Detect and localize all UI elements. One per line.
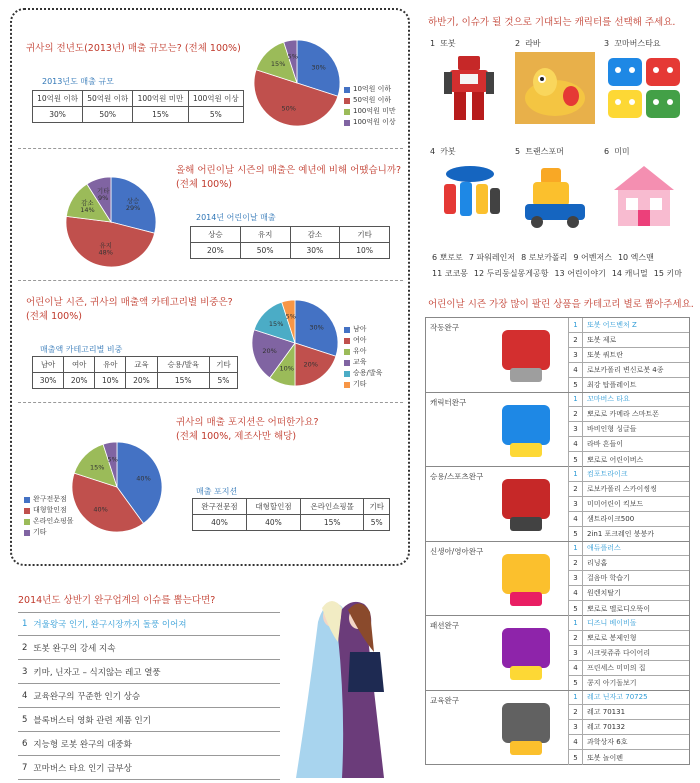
table-row xyxy=(33,107,244,123)
table-cell: 온라인쇼핑몰 xyxy=(300,499,363,515)
table-row xyxy=(33,357,238,373)
q4-table-caption: 매출 포지션 xyxy=(196,487,238,496)
section-divider xyxy=(18,148,403,149)
category-product-image xyxy=(484,544,568,614)
best-sellers-title: 어린이날 시즌 가장 많이 팔린 상품을 카테고리 별로 뽑아주세요. xyxy=(428,299,694,310)
rank-number: 4 xyxy=(569,735,583,749)
character-option[interactable]: 15 키마 xyxy=(653,269,682,278)
rank-number: 4 xyxy=(569,363,583,377)
q3-pie-chart xyxy=(250,298,340,388)
character-option[interactable]: 11 코코몽 xyxy=(432,269,468,278)
product-name: 원렌치탈기 xyxy=(587,589,621,598)
character-card-larva[interactable] xyxy=(515,38,595,127)
tayo-buses-image xyxy=(604,52,684,124)
character-card-tayo[interactable] xyxy=(604,38,684,127)
table-cell: 10% xyxy=(340,243,390,259)
category-ranking-list xyxy=(568,691,689,765)
issue-text: 겨울왕국 인기, 완구시장까지 돌풍 이어져 xyxy=(33,620,187,630)
product-name: 걸음마 학습기 xyxy=(587,574,630,583)
mimi-dollhouse-image xyxy=(604,160,684,232)
q1-table xyxy=(32,90,244,123)
issue-number: 6 xyxy=(22,738,28,749)
q3-table-caption: 매출액 카테고리별 비중 xyxy=(40,345,123,354)
issue-number: 7 xyxy=(22,762,28,773)
issue-text: 지능형 로봇 완구의 대중화 xyxy=(33,739,132,750)
q3-legend xyxy=(344,324,382,390)
list-item xyxy=(18,756,280,780)
list-item xyxy=(18,732,280,756)
character-option[interactable]: 14 캐니멀 xyxy=(611,269,648,278)
q2-table-caption: 2014년 어린이날 매출 xyxy=(196,213,276,222)
category-product-image xyxy=(484,320,568,390)
character-label: 3 꼬마버스타요 xyxy=(604,39,661,48)
characters-title: 하반기, 이슈가 될 것으로 기대되는 캐릭터를 선택해 주세요. xyxy=(428,17,676,28)
table-row xyxy=(568,676,689,691)
product-name: 뽀로로 어린이버스 xyxy=(587,455,644,464)
table-cell: 10% xyxy=(95,373,126,389)
table-cell: 15% xyxy=(157,373,209,389)
rank-number: 1 xyxy=(569,467,583,481)
legend-item: 온라인쇼핑몰 xyxy=(24,516,74,527)
pie-data-label: 30% xyxy=(311,63,326,72)
carbot-image xyxy=(430,160,510,232)
table-cell: 30% xyxy=(290,243,340,259)
pie-data-label: 30% xyxy=(309,323,324,332)
product-name: 프린세스 미미의 집 xyxy=(587,663,646,672)
more-characters-list xyxy=(432,250,692,282)
table-cell: 50% xyxy=(240,243,290,259)
product-name: 또봇 어드벤처 Z xyxy=(587,320,637,329)
character-card-carbot[interactable] xyxy=(430,146,510,235)
frozen-characters-image xyxy=(288,582,396,778)
table-row xyxy=(191,227,390,243)
table-cell: 5% xyxy=(364,515,390,531)
rank-number: 5 xyxy=(569,676,583,691)
product-name: 리닝홈 xyxy=(587,559,608,568)
table-cell: 5% xyxy=(209,373,237,389)
product-name: 디즈니 베이비돌 xyxy=(587,618,637,627)
character-card-mimi[interactable] xyxy=(604,146,684,235)
legend-item: 여아 xyxy=(344,335,382,346)
rank-number: 1 xyxy=(569,691,583,705)
tobot-robot-image xyxy=(430,52,510,124)
issue-number: 3 xyxy=(22,666,28,677)
legend-item: 100억원 이상 xyxy=(344,117,396,128)
category-product-image xyxy=(484,618,568,688)
table-cell: 5% xyxy=(188,107,243,123)
character-label: 2 라바 xyxy=(515,39,541,48)
category-ranking-list xyxy=(568,467,689,541)
character-option[interactable]: 12 두리둥실몽게공항 xyxy=(473,269,549,278)
character-card-transformers[interactable] xyxy=(515,146,595,235)
product-name: 로보카폴리 스카이씽씽 xyxy=(587,484,657,493)
legend-item: 유아 xyxy=(344,346,382,357)
q2-title-line1: 올해 어린이날 시즌의 매출은 예년에 비해 어땠습니까? xyxy=(176,165,402,176)
table-cell: 50억원 이하 xyxy=(83,91,133,107)
pie-data-label: 15% xyxy=(270,60,286,69)
table-cell: 20% xyxy=(126,373,157,389)
issue-text: 교육완구의 꾸준한 인기 상승 xyxy=(33,691,141,702)
table-cell: 완구전문점 xyxy=(193,499,247,515)
character-option[interactable]: 10 엑스맨 xyxy=(617,253,654,262)
product-name: 컴포트라이크 xyxy=(587,469,628,478)
category-group xyxy=(426,616,689,691)
pie-data-label: 10% xyxy=(279,364,294,373)
rank-number: 1 xyxy=(569,542,583,556)
character-label: 1 또봇 xyxy=(430,39,456,48)
rank-number: 4 xyxy=(569,586,583,600)
rank-number: 2 xyxy=(569,631,583,645)
rank-number: 1 xyxy=(569,318,583,332)
product-name: 시크릿쥬쥬 다이어리 xyxy=(587,648,651,657)
product-name: 과학상자 6호 xyxy=(587,738,628,747)
issue-number: 2 xyxy=(22,642,28,653)
table-row xyxy=(568,318,689,333)
q4-legend xyxy=(24,494,74,538)
character-option[interactable]: 9 어벤저스 xyxy=(573,253,612,262)
category-ranking-list xyxy=(568,616,689,690)
table-cell: 남아 xyxy=(33,357,64,373)
category-group xyxy=(426,393,689,468)
rank-number: 5 xyxy=(569,378,583,393)
table-cell: 감소 xyxy=(290,227,340,243)
pie-data-label: 유지 48% xyxy=(98,241,113,257)
product-name: 또봇 놀이펜 xyxy=(587,753,624,762)
rank-number: 3 xyxy=(569,646,583,660)
pie-data-label: 40% xyxy=(93,505,108,514)
table-cell: 40% xyxy=(193,515,247,531)
product-name: 레고 70131 xyxy=(587,708,626,717)
rank-number: 4 xyxy=(569,512,583,526)
table-row xyxy=(568,333,689,348)
product-name: 라바 흔들이 xyxy=(587,440,624,449)
pie-data-label: 상승 29% xyxy=(125,196,141,212)
q4-title-line2: (전체 100%, 제조사만 해당) xyxy=(176,431,297,442)
pie-data-label: 5% xyxy=(287,52,298,61)
category-name: 교육완구 xyxy=(430,695,459,705)
table-row xyxy=(568,661,689,676)
pie-data-label: 15% xyxy=(90,463,105,472)
rank-number: 3 xyxy=(569,720,583,734)
q3-title-line2: (전체 100%) xyxy=(26,311,82,322)
product-name: 레고 70132 xyxy=(587,723,626,732)
table-cell: 기타 xyxy=(340,227,390,243)
category-name: 작동완구 xyxy=(430,323,459,332)
pie-data-label: 5% xyxy=(107,455,118,464)
issues-list xyxy=(18,612,280,780)
list-item xyxy=(18,612,280,636)
product-name: 로보카폴리 변신로봇 4종 xyxy=(587,365,664,374)
issue-number: 5 xyxy=(22,714,28,725)
issue-text: 또봇 완구의 강세 지속 xyxy=(33,643,116,654)
q3-table xyxy=(32,356,238,389)
table-row xyxy=(568,646,689,661)
issue-text: 블록버스터 영화 관련 제품 인기 xyxy=(33,715,151,726)
table-row xyxy=(568,467,689,482)
legend-item: 100억원 미만 xyxy=(344,106,396,117)
table-row xyxy=(568,542,689,557)
legend-item: 승용/발육 xyxy=(344,368,382,379)
table-row xyxy=(568,586,689,601)
rank-number: 2 xyxy=(569,482,583,496)
category-ranking-list xyxy=(568,318,689,392)
q1-legend xyxy=(344,84,396,128)
q4-pie-chart xyxy=(70,440,164,534)
q1-title: 귀사의 전년도(2013년) 매출 규모는? (전체 100%) xyxy=(26,43,241,54)
q2-title-line2: (전체 100%) xyxy=(176,179,232,190)
table-cell: 15% xyxy=(133,107,188,123)
rank-number: 4 xyxy=(569,661,583,675)
issue-number: 1 xyxy=(22,619,28,629)
character-option[interactable]: 6 뽀로로 xyxy=(432,253,463,262)
table-cell: 교육 xyxy=(126,357,157,373)
table-row xyxy=(568,348,689,363)
legend-item: 기타 xyxy=(24,527,74,538)
table-cell: 기타 xyxy=(364,499,390,515)
table-cell: 30% xyxy=(33,107,83,123)
table-cell: 20% xyxy=(191,243,241,259)
table-row xyxy=(568,497,689,512)
q2-table xyxy=(190,226,390,259)
transformers-image xyxy=(515,160,595,232)
product-name: 2in1 포크레인 붕붕카 xyxy=(587,530,655,538)
product-name: 애듀플러스 xyxy=(587,544,621,553)
q4-title-line1: 귀사의 매출 포지션은 어떠한가요? xyxy=(176,417,319,428)
pie-data-label: 기타 9% xyxy=(96,187,110,203)
larva-image xyxy=(515,52,595,124)
pie-data-label: 감소 14% xyxy=(80,199,95,215)
table-row xyxy=(568,601,689,616)
legend-item: 대형할인점 xyxy=(24,505,74,516)
q1-pie-chart xyxy=(252,38,342,128)
characters-row-2 xyxy=(432,266,692,282)
table-row xyxy=(568,527,689,542)
legend-item: 교육 xyxy=(344,357,382,368)
rank-number: 2 xyxy=(569,333,583,347)
section-divider xyxy=(18,402,403,403)
table-row xyxy=(33,91,244,107)
product-name: 꼬마버스 타요 xyxy=(587,395,630,404)
list-item xyxy=(18,684,280,708)
table-row xyxy=(568,393,689,408)
category-product-image xyxy=(484,693,568,763)
rank-number: 3 xyxy=(569,497,583,511)
q4-title xyxy=(176,416,319,444)
character-option[interactable]: 7 파워레인저 xyxy=(468,253,516,262)
pie-data-label: 20% xyxy=(262,347,277,356)
table-cell: 100억원 미만 xyxy=(133,91,188,107)
table-cell: 기타 xyxy=(209,357,237,373)
table-row xyxy=(568,631,689,646)
pie-data-label: 5% xyxy=(285,312,296,321)
q3-title-line1: 어린이날 시즌, 귀사의 매출액 카테고리별 비중은? xyxy=(26,297,233,308)
table-cell: 50% xyxy=(83,107,133,123)
table-row xyxy=(191,243,390,259)
list-item xyxy=(18,660,280,684)
pie-data-label: 50% xyxy=(281,104,296,113)
category-name: 캐릭터완구 xyxy=(430,397,467,407)
category-name: 패션완구 xyxy=(430,621,459,630)
issue-number: 4 xyxy=(22,690,28,701)
character-label: 6 미미 xyxy=(604,147,630,156)
product-name: 뽀로로 봉제인형 xyxy=(587,633,637,642)
pie-data-label: 15% xyxy=(268,320,284,329)
rank-number: 5 xyxy=(569,527,583,542)
table-cell: 대형할인점 xyxy=(246,499,300,515)
rank-number: 3 xyxy=(569,422,583,436)
q3-title xyxy=(26,296,233,324)
legend-item: 완구전문점 xyxy=(24,494,74,505)
rank-number: 5 xyxy=(569,750,583,765)
table-cell: 20% xyxy=(64,373,95,389)
character-option[interactable]: 13 어린이야기 xyxy=(554,269,606,278)
q4-table xyxy=(192,498,390,531)
category-product-image xyxy=(484,469,568,539)
rank-number: 3 xyxy=(569,571,583,585)
rank-number: 2 xyxy=(569,705,583,719)
table-row xyxy=(568,616,689,631)
table-cell: 상승 xyxy=(191,227,241,243)
table-row xyxy=(568,705,689,720)
product-name: 뽀로로 멜로디오뚝이 xyxy=(587,604,651,613)
table-row xyxy=(568,363,689,378)
product-name: 뽀로로 카메라 스마트폰 xyxy=(587,410,660,419)
category-group xyxy=(426,318,689,393)
category-product-image xyxy=(484,395,568,465)
pie-data-label: 20% xyxy=(303,360,318,369)
table-row xyxy=(568,378,689,393)
list-item xyxy=(18,636,280,660)
category-ranking-list xyxy=(568,542,689,616)
pie-data-label: 40% xyxy=(136,474,151,483)
legend-item: 남아 xyxy=(344,324,382,335)
rank-number: 5 xyxy=(569,601,583,616)
table-row xyxy=(193,515,390,531)
character-card-tobot[interactable] xyxy=(430,38,510,127)
rank-number: 5 xyxy=(569,452,583,467)
table-row xyxy=(568,720,689,735)
table-row xyxy=(568,571,689,586)
list-item xyxy=(18,708,280,732)
table-cell: 유지 xyxy=(240,227,290,243)
issue-text: 키마, 닌자고 – 식지않는 레고 열풍 xyxy=(33,667,161,678)
product-name: 또봇 제로 xyxy=(587,335,617,344)
table-row xyxy=(568,437,689,452)
q2-title xyxy=(176,164,401,192)
legend-item: 기타 xyxy=(344,379,382,390)
table-row xyxy=(568,422,689,437)
table-row xyxy=(193,499,390,515)
category-ranking-list xyxy=(568,393,689,467)
product-name: 또봇 쿼트란 xyxy=(587,350,624,359)
table-cell: 10억원 이하 xyxy=(33,91,83,107)
category-name: 신생아/영아완구 xyxy=(430,546,484,556)
table-row xyxy=(568,556,689,571)
character-label: 5 트랜스포머 xyxy=(515,147,564,156)
legend-item: 10억원 이하 xyxy=(344,84,396,95)
table-cell: 40% xyxy=(246,515,300,531)
product-name: 바비인형 싱글들 xyxy=(587,425,637,434)
characters-row-1 xyxy=(432,250,692,266)
category-group xyxy=(426,542,689,617)
product-name: 콩지 아기돌보기 xyxy=(587,679,637,687)
table-row xyxy=(568,407,689,422)
issue-text: 꼬마버스 타요 인기 급부상 xyxy=(33,763,132,774)
product-name: 레고 닌자고 70725 xyxy=(587,693,648,702)
product-name: 샘트라이크500 xyxy=(587,514,635,523)
character-label: 4 카봇 xyxy=(430,147,456,156)
table-row xyxy=(568,735,689,750)
table-row xyxy=(568,452,689,467)
q2-pie-chart xyxy=(64,175,158,269)
table-cell: 여아 xyxy=(64,357,95,373)
category-name: 승용/스포츠완구 xyxy=(430,472,484,481)
rank-number: 1 xyxy=(569,393,583,407)
table-row xyxy=(568,482,689,497)
table-cell: 100억원 이상 xyxy=(188,91,243,107)
rank-number: 2 xyxy=(569,407,583,421)
table-cell: 30% xyxy=(33,373,64,389)
category-group xyxy=(426,467,689,542)
table-cell: 15% xyxy=(300,515,363,531)
issues-title: 2014년도 상반기 완구업계의 이슈를 뽑는다면? xyxy=(18,595,216,606)
table-row xyxy=(568,750,689,765)
best-sellers-table xyxy=(425,317,690,765)
product-name: 최강 탑플레이트 xyxy=(587,381,637,389)
legend-item: 50억원 이하 xyxy=(344,95,396,106)
table-row xyxy=(568,691,689,706)
product-name: 미미어린이 킥보드 xyxy=(587,499,644,508)
rank-number: 4 xyxy=(569,437,583,451)
section-divider xyxy=(18,280,403,281)
rank-number: 3 xyxy=(569,348,583,362)
table-row xyxy=(33,373,238,389)
rank-number: 2 xyxy=(569,556,583,570)
character-option[interactable]: 8 로보카폴리 xyxy=(521,253,568,262)
table-cell: 승용/발육 xyxy=(157,357,209,373)
table-row xyxy=(568,512,689,527)
rank-number: 1 xyxy=(569,616,583,630)
category-group xyxy=(426,691,689,766)
q1-table-caption: 2013년도 매출 규모 xyxy=(42,77,114,86)
table-cell: 유아 xyxy=(95,357,126,373)
